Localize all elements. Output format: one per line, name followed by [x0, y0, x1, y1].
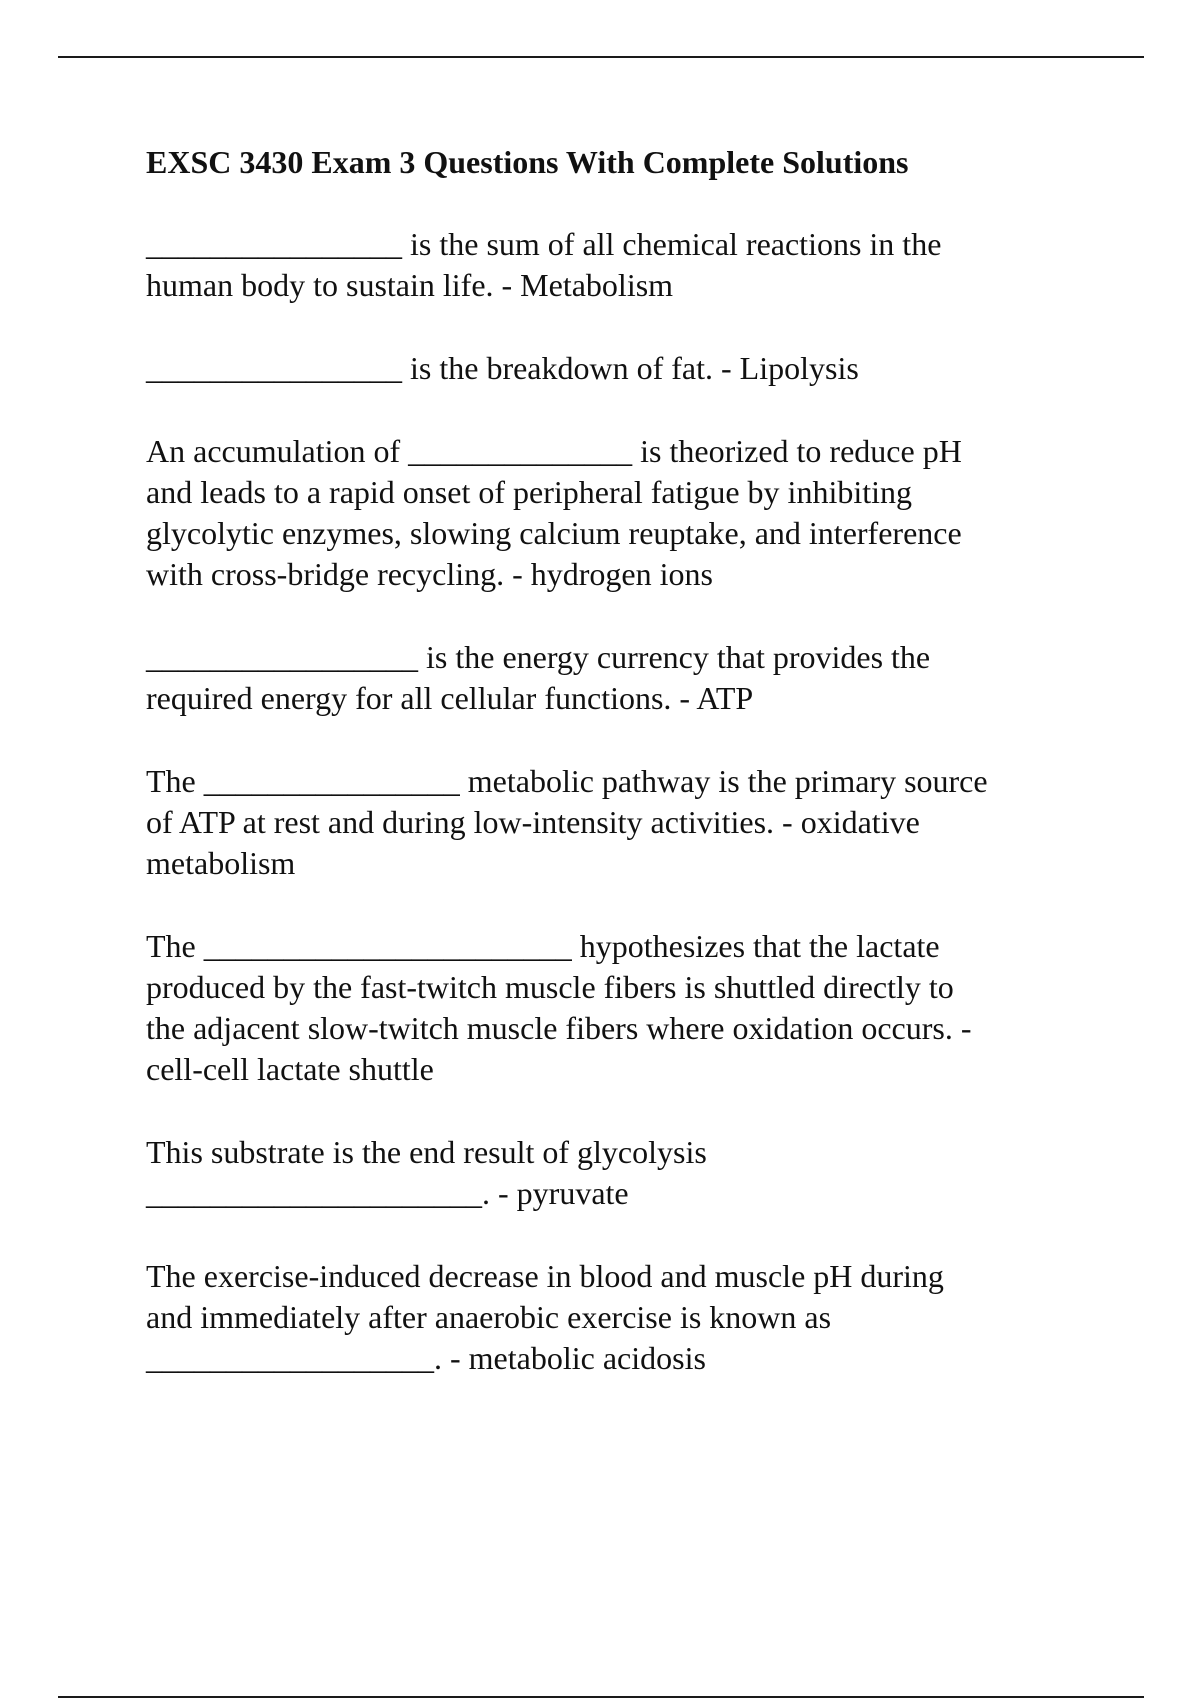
question-answer-item: The _______________________ hypothesizes that the lactate produced by the fast-twitch muscle fibers is shuttled directly to the adjacent slow-twitch muscle fibers where oxidation occurs. - cell-cell lactate shuttle	[146, 928, 972, 1087]
question-answer-item: ________________ is the breakdown of fat. - Lipolysis	[146, 350, 859, 386]
question-answer-item: This substrate is the end result of glycolysis _____________________. - pyruvate	[146, 1134, 707, 1211]
question-answer-item: _________________ is the energy currency that provides the required energy for all cellular functions. - ATP	[146, 639, 931, 716]
top-rule	[58, 56, 1144, 58]
document-title: EXSC 3430 Exam 3 Questions With Complete Solutions	[146, 144, 909, 180]
question-answer-item: The exercise-induced decrease in blood and muscle pH during and immediately after anaerobic exercise is known as __________________. - metabolic acidosis	[146, 1258, 944, 1376]
question-answer-item: The ________________ metabolic pathway is the primary source of ATP at rest and during low-intensity activities. - oxidative metabolism	[146, 763, 988, 881]
question-answer-item: An accumulation of ______________ is theorized to reduce pH and leads to a rapid onset of peripheral fatigue by inhibiting glycolytic enzymes, slowing calcium reuptake, and interference with cross-bridge recycling. - hydrogen ions	[146, 433, 962, 592]
document-body	[146, 140, 1086, 1421]
question-answer-item: ________________ is the sum of all chemical reactions in the human body to sustain life. - Metabolism	[146, 226, 942, 303]
bottom-rule	[58, 1696, 1144, 1698]
